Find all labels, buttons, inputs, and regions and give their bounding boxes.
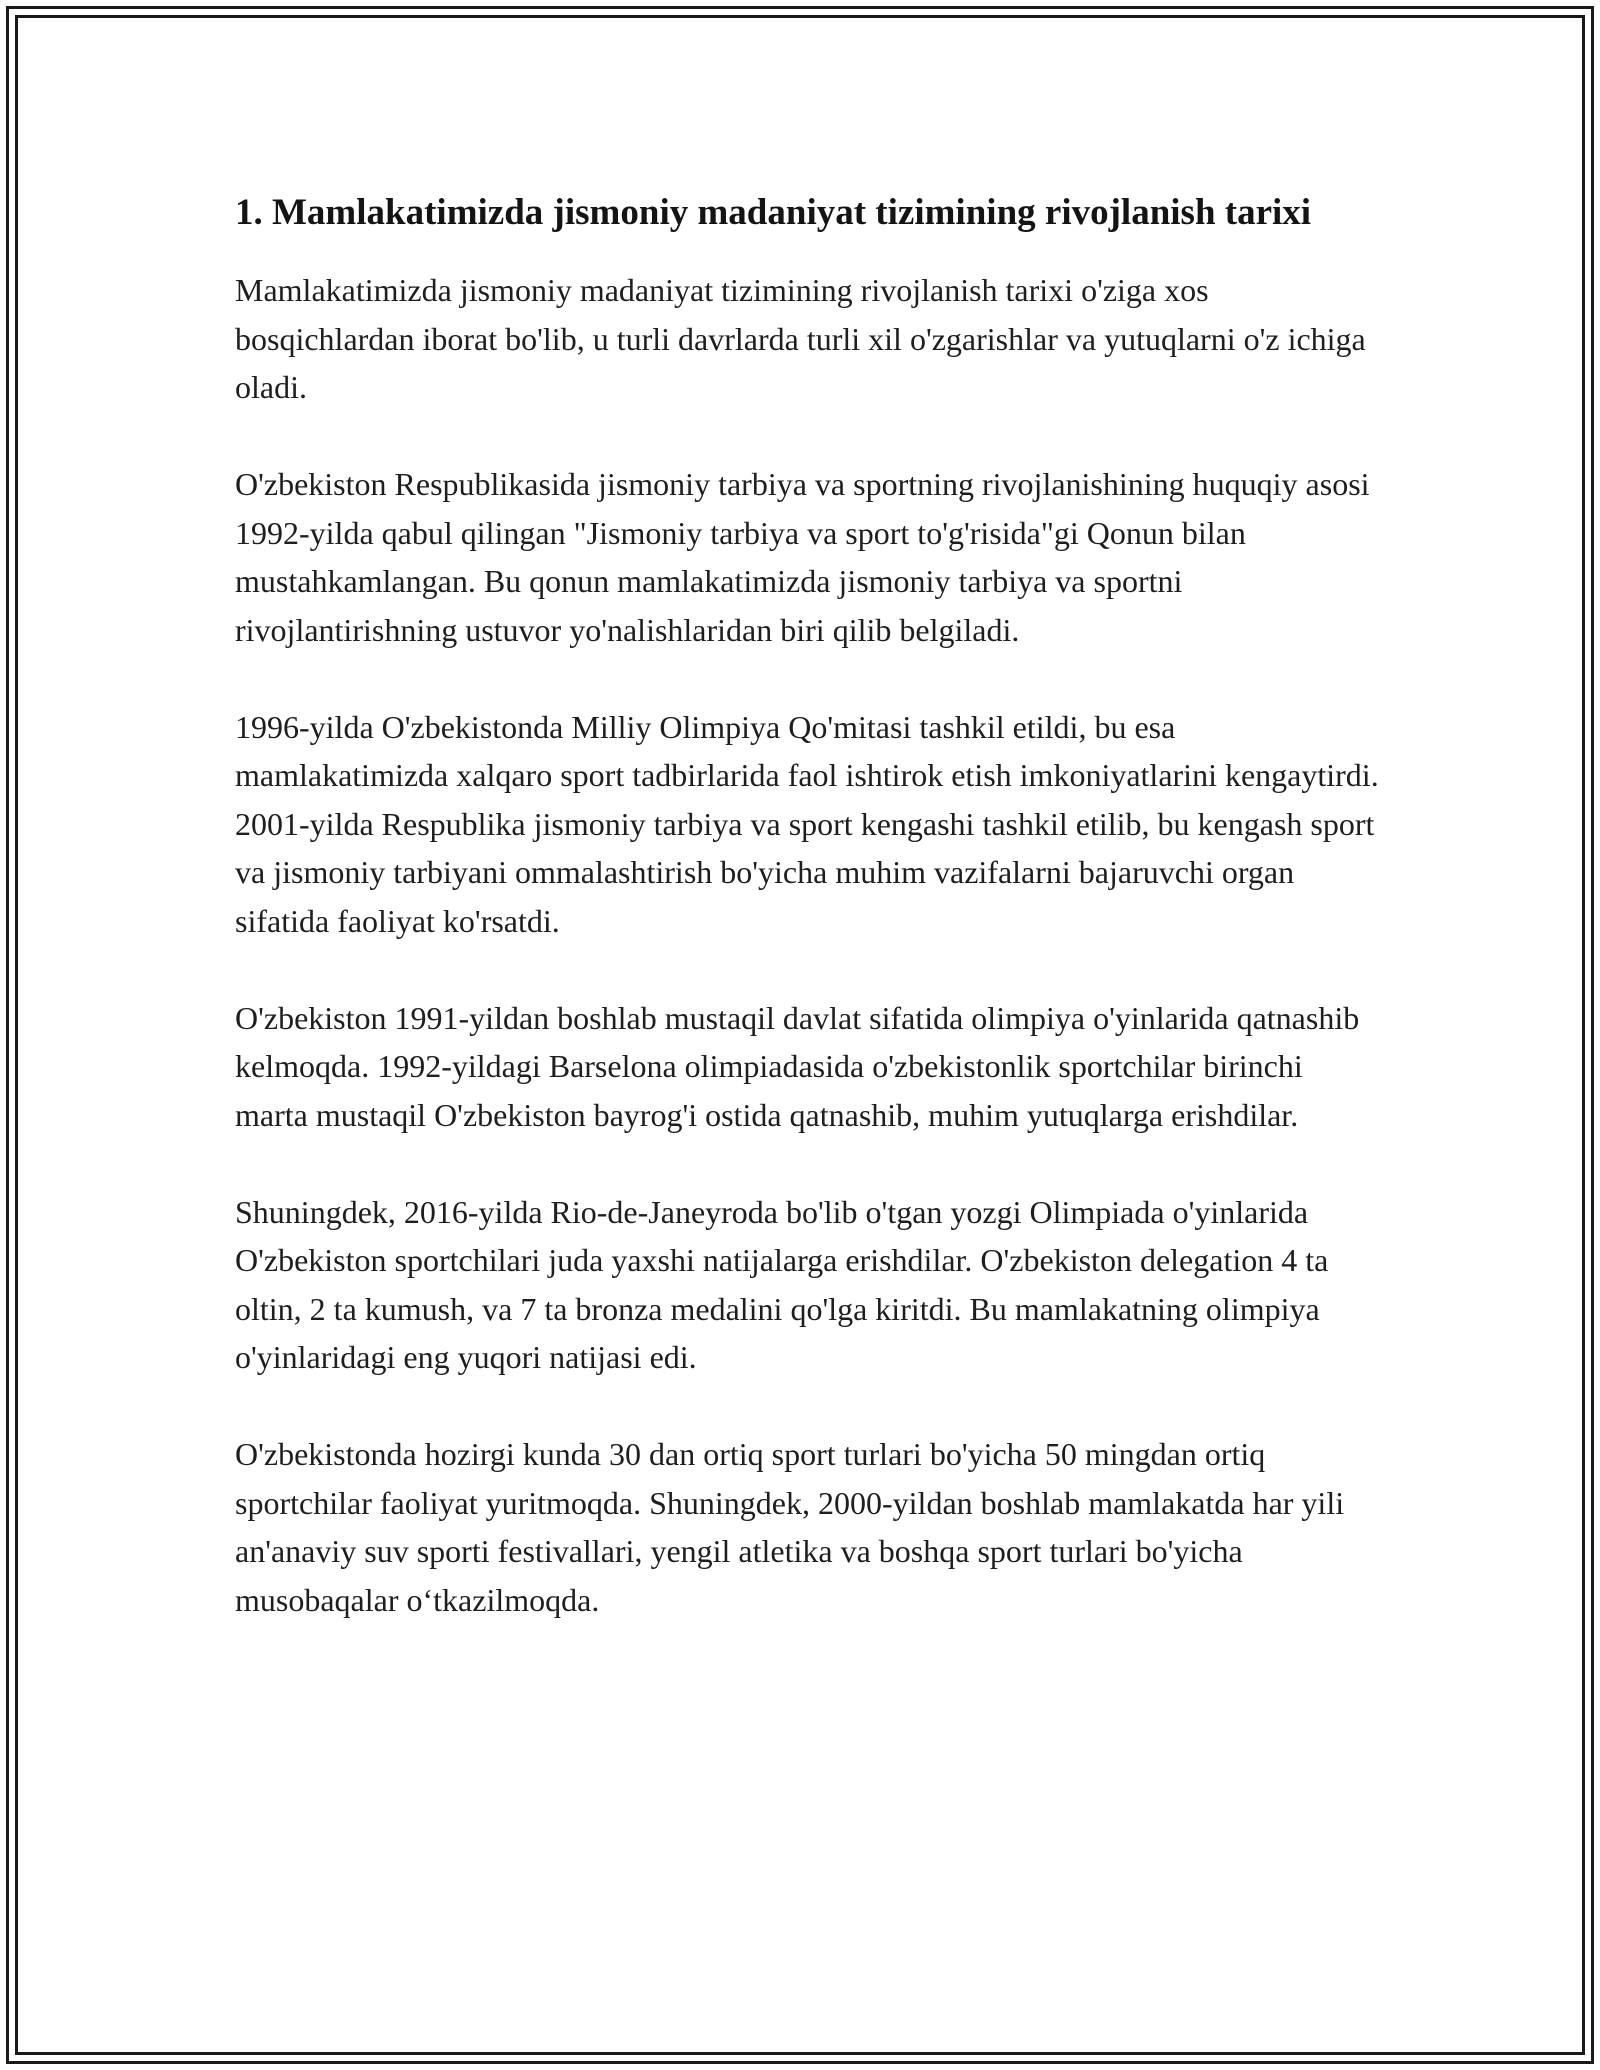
- paragraph-current-state: O'zbekistonda hozirgi kunda 30 dan ortiq sport turlari bo'yicha 50 mingdan ortiq sportchilar faoliyat yuritmoqda. Shuningdek, 2000-yildan boshlab mamlakatda har yili an'anaviy suv sporti festivallari, yengil atletika va boshqa sport turlari bo'yicha musobaqalar o‘tkazilmoqda.: [235, 1436, 1345, 1618]
- paragraph-olympic-committee: 1996-yilda O'zbekistonda Milliy Olimpiya Qo'mitasi tashkil etildi, bu esa mamlakatimizda xalqaro sport tadbirlarida faol ishtirok etish imkoniyatlarini kengaytirdi. 2001-yilda Respublika jismoniy tarbiya va sport kengashi tashkil etilib, bu kengash sport va jismoniy tarbiyani ommalashtirish bo'yicha muhim vazifalarni bajaruvchi organ sifatida faoliyat ko'rsatdi.: [235, 708, 1379, 939]
- paragraph-intro: Mamlakatimizda jismoniy madaniyat tizimining rivojlanish tarixi o'ziga xos bosqichlardan iborat bo'lib, u turli davrlarda turli xil o'zgarishlar va yutuqlarni o'z ichiga oladi.: [235, 272, 1366, 405]
- document-body: [235, 186, 1380, 1673]
- paragraph-rio-2016: Shuningdek, 2016-yilda Rio-de-Janeyroda bo'lib o'tgan yozgi Olimpiada o'yinlarida O'zbekiston sportchilari juda yaxshi natijalarga erishdilar. O'zbekiston delegation 4 ta oltin, 2 ta kumush, va 7 ta bronza medalini qo'lga kiritdi. Bu mamlakatning olimpiya o'yinlaridagi eng yuqori natijasi edi.: [235, 1193, 1329, 1375]
- section-heading: 1. Mamlakatimizda jismoniy madaniyat tizimining rivojlanish tarixi: [235, 192, 1312, 233]
- paragraph-legal-basis: O'zbekiston Respublikasida jismoniy tarbiya va sportning rivojlanishining huquqiy asosi 1992-yilda qabul qilingan "Jismoniy tarbiya va sport to'g'risida"gi Qonun bilan mustahkamlangan. Bu qonun mamlakatimizda jismoniy tarbiya va sportni rivojlantirishning ustuvor yo'nalishlaridan biri qilib belgiladi.: [235, 466, 1370, 648]
- paragraph-olympic-participation: O'zbekiston 1991-yildan boshlab mustaqil davlat sifatida olimpiya o'yinlarida qatnashib kelmoqda. 1992-yildagi Barselona olimpiadasida o'zbekistonlik sportchilar birinchi marta mustaqil O'zbekiston bayrog'i ostida qatnashib, muhim yutuqlarga erishdilar.: [235, 999, 1360, 1133]
